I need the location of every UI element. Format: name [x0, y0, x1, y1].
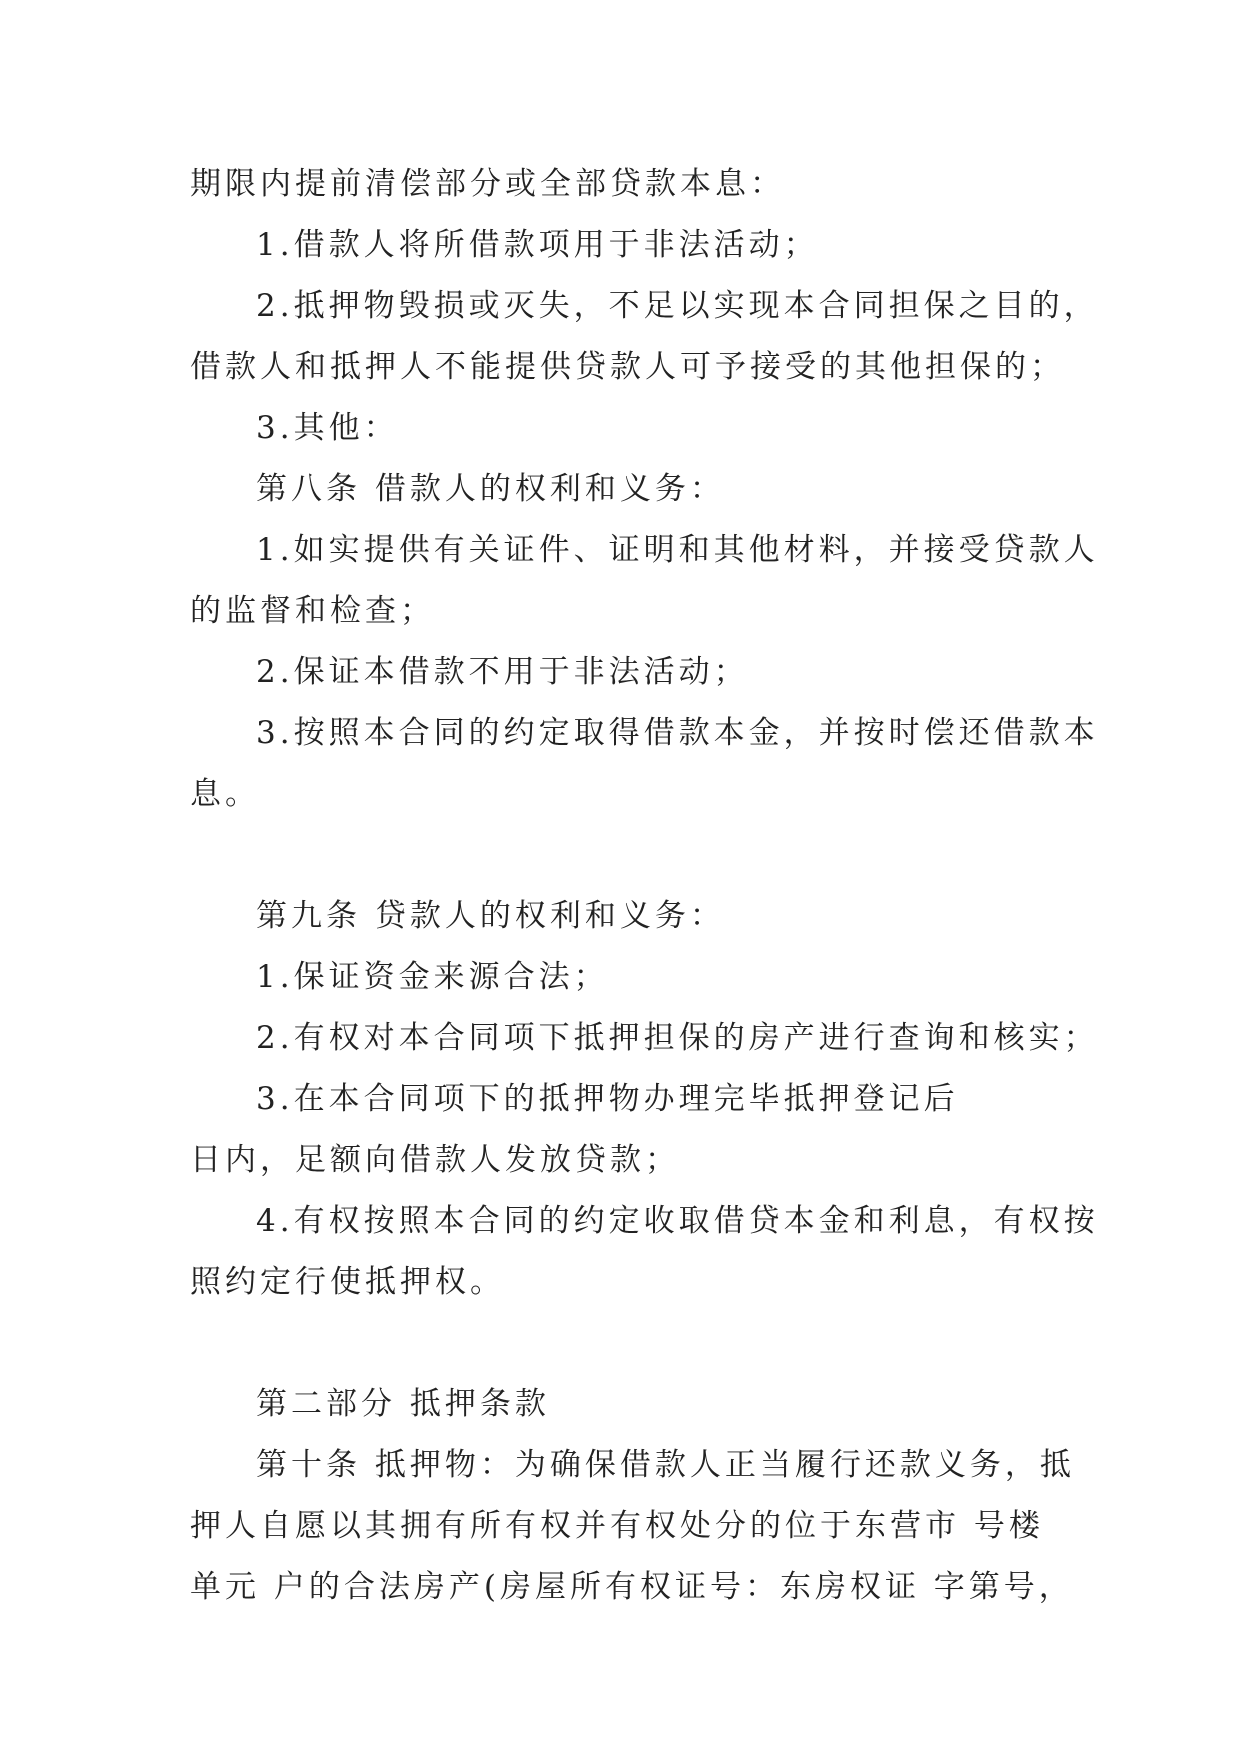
text-line: 3.按照本合同的约定取得借款本金，并按时偿还借款本	[256, 715, 1099, 751]
section-heading: 第九条 贷款人的权利和义务：	[256, 898, 725, 934]
text-line: 的监督和检查；	[190, 593, 435, 629]
text-line: 2.有权对本合同项下抵押担保的房产进行查询和核实；	[256, 1020, 1099, 1056]
text-line: 单元 户的合法房产(房屋所有权证号：东房权证 字第号，	[190, 1569, 1074, 1605]
text-line: 2.抵押物毁损或灭失，不足以实现本合同担保之目的，	[256, 288, 1099, 324]
part-heading: 第二部分 抵押条款	[256, 1386, 550, 1422]
text-line: 3.其他：	[256, 410, 399, 446]
text-line: 期限内提前清偿部分或全部贷款本息：	[190, 166, 785, 202]
text-line: 2.保证本借款不用于非法活动；	[256, 654, 749, 690]
text-line: 1.如实提供有关证件、证明和其他材料，并接受贷款人	[256, 532, 1099, 568]
text-line: 4.有权按照本合同的约定收取借贷本金和利息，有权按	[256, 1203, 1099, 1239]
text-line: 借款人和抵押人不能提供贷款人可予接受的其他担保的；	[190, 349, 1065, 385]
text-line: 押人自愿以其拥有所有权并有权处分的位于东营市 号楼	[190, 1508, 1044, 1544]
text-line: 第十条 抵押物：为确保借款人正当履行还款义务，抵	[256, 1447, 1075, 1483]
text-line: 照约定行使抵押权。	[190, 1264, 505, 1300]
section-heading: 第八条 借款人的权利和义务：	[256, 471, 725, 507]
text-line: 1.保证资金来源合法；	[256, 959, 609, 995]
text-line: 3.在本合同项下的抵押物办理完毕抵押登记后	[256, 1081, 959, 1117]
text-line: 日内，足额向借款人发放贷款；	[190, 1142, 680, 1178]
text-line: 息。	[190, 776, 260, 812]
text-line: 1.借款人将所借款项用于非法活动；	[256, 227, 819, 263]
